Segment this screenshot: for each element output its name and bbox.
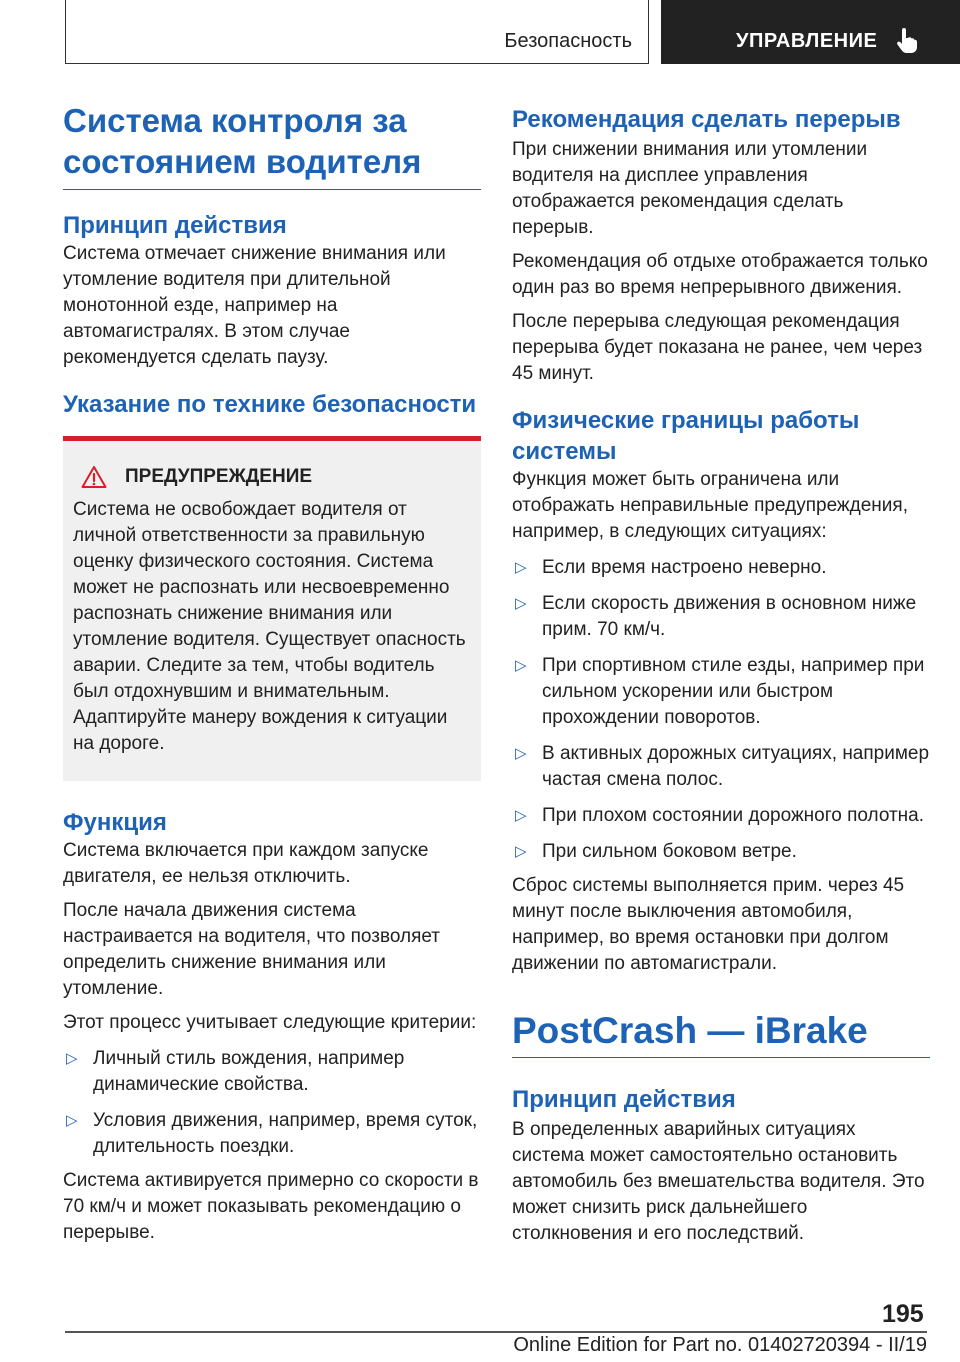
warning-box <box>63 436 481 781</box>
list-item: ▷ Личный стиль вождения, например динамические свойства. <box>66 1048 405 1095</box>
triangle-bullet-icon: ▷ <box>515 843 527 860</box>
triangle-bullet-icon: ▷ <box>66 1112 78 1129</box>
page-number: 195 <box>882 1300 924 1328</box>
limits-text-2: Сброс системы выполняется прим. через 45 минут после выключения автомобиля, например, во время остановки при долгом движении по автомагистрали. <box>512 875 905 974</box>
list-item: ▷ Если время настроено неверно. <box>512 555 930 581</box>
triangle-bullet-icon: ▷ <box>515 657 527 674</box>
header-section-tab <box>65 0 649 64</box>
triangle-bullet-icon: ▷ <box>515 595 527 612</box>
criteria-list <box>63 1046 481 1160</box>
triangle-bullet-icon: ▷ <box>515 559 527 576</box>
warning-text: Система не освобождает водителя от личной ответственности за правильную оценку физического состояния. Система может не распознать или несвоевременно распознать снижение внимания или утомление водителя. Существует опасность аварии. Следите за тем, чтобы водитель был отдохнувшим и внимательным. Адаптируйте манеру вождения к ситуации на дороге. <box>73 499 466 754</box>
footer-edition: Online Edition for Part no. 01402720394 - II/19 <box>513 1334 927 1356</box>
triangle-bullet-icon: ▷ <box>66 1050 78 1067</box>
function-text-4: Система активируется примерно со скорости в 70 км/ч и может показывать рекомендацию о перерыве. <box>63 1170 479 1243</box>
postcrash-text: В определенных аварийных ситуациях система может самостоятельно остановить автомобиль без вмешательства водителя. Это может снизить риск дальнейшего столкновения и его последствий. <box>512 1119 925 1244</box>
principle-text: Система отмечает снижение внимания или утомление водителя при длительной монотонной езде, например на автомагистралях. В этом случае рекомендуется сделать паузу. <box>63 243 446 368</box>
right-column <box>512 104 930 1247</box>
break-heading: Рекомендация сделать перерыв <box>512 106 901 133</box>
limits-text-1: Функция может быть ограничена или отображать неправильные предупреждения, например, в следующих ситуациях: <box>512 469 908 542</box>
header-section-label: Безопасность <box>504 30 632 52</box>
list-item: ▷ При сильном боковом ветре. <box>512 839 930 865</box>
left-column <box>63 100 481 1246</box>
limits-list <box>512 555 930 865</box>
function-heading: Функция <box>63 809 167 836</box>
triangle-bullet-icon: ▷ <box>515 807 527 824</box>
header-chapter-label: УПРАВЛЕНИЕ <box>736 30 878 52</box>
footer-divider <box>65 1331 927 1333</box>
triangle-bullet-icon: ▷ <box>515 745 527 762</box>
warning-label: ПРЕДУПРЕЖДЕНИЕ <box>125 466 313 487</box>
page-title: Система контроля за состоянием водителя <box>63 100 481 190</box>
break-text-3: После перерыва следующая рекомендация перерыва будет показана не ранее, чем через 45 минут. <box>512 311 923 384</box>
warning-triangle-icon <box>81 465 107 489</box>
function-text-3: Этот процесс учитывает следующие критерии: <box>63 1012 477 1033</box>
function-text-1: Система включается при каждом запуске двигателя, ее нельзя отключить. <box>63 840 429 887</box>
hand-pointer-icon <box>895 26 919 54</box>
list-item: ▷ В активных дорожных ситуациях, например частая смена полос. <box>515 743 930 790</box>
postcrash-title: PostCrash — iBrake <box>512 1007 930 1058</box>
postcrash-heading: Принцип действия <box>512 1086 736 1113</box>
limits-heading: Физические границы работы системы <box>512 407 860 465</box>
function-text-2: После начала движения система настраивается на водителя, что позволяет определить снижение внимания или утомление. <box>63 900 441 999</box>
list-item: ▷ Если скорость движения в основном ниже прим. 70 км/ч. <box>515 593 917 640</box>
list-item: ▷ При спортивном стиле езды, например при сильном ускорении или быстром прохождении поворотов. <box>515 655 925 728</box>
header-chapter-tab <box>661 0 960 64</box>
break-text-2: Рекомендация об отдыхе отображается только один раз во время непрерывного движения. <box>512 251 928 298</box>
list-item: ▷ При плохом состоянии дорожного полотна. <box>512 803 930 829</box>
warning-header <box>73 465 471 489</box>
break-text-1: При снижении внимания или утомлении водителя на дисплее управления отображается рекомендация сделать перерыв. <box>512 139 868 238</box>
list-item: ▷ Условия движения, например, время суток, длительность поездки. <box>66 1110 478 1157</box>
principle-heading: Принцип действия <box>63 212 287 239</box>
safety-heading: Указание по технике безопасности <box>63 391 477 418</box>
